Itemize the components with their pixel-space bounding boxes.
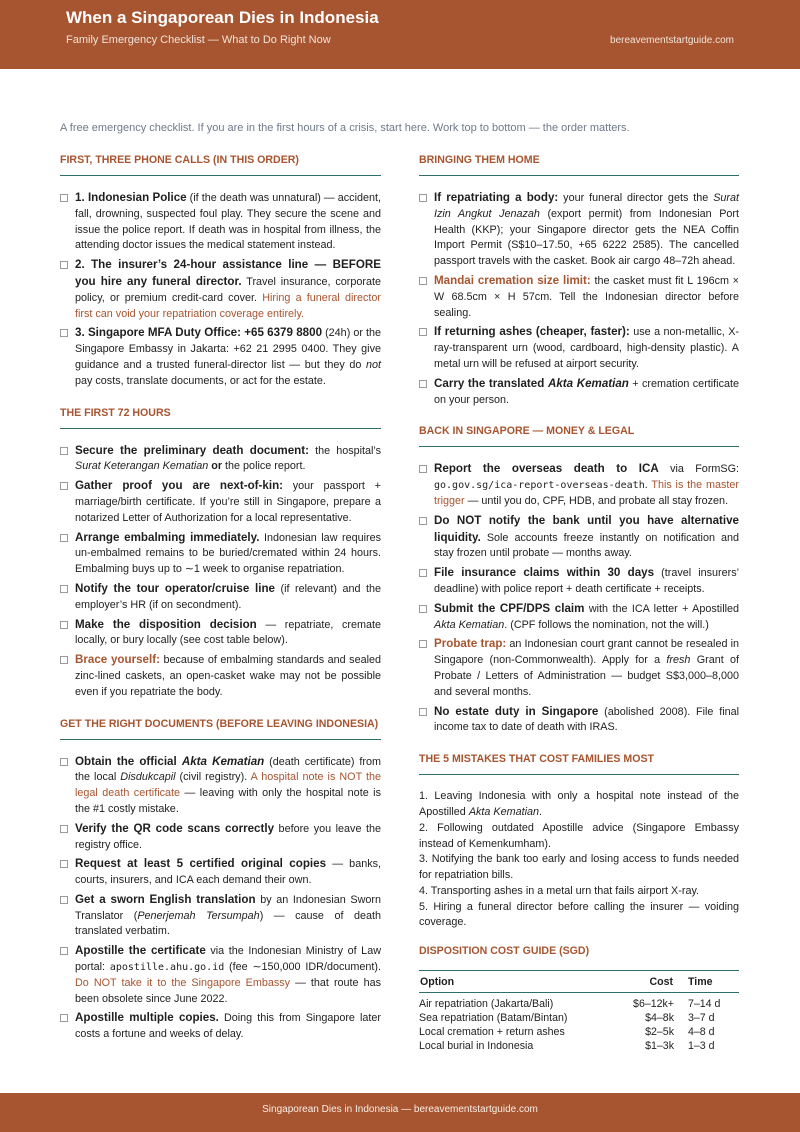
- section-title-calls: FIRST, THREE PHONE CALLS (IN THIS ORDER): [60, 150, 381, 176]
- table-row: Sea repatriation (Batam/Bintan) $4–8k 3–7 d: [419, 1012, 715, 1025]
- page-subtitle: Family Emergency Checklist — What to Do Right Now: [66, 34, 331, 46]
- checklist-item[interactable]: Apostille the certificate via the Indonesian Ministry of Law portal: apostille.ahu.go.id (fee ∼150,000 IDR/document). Do NOT take it to the Singapore Embassy — that route has been obsolete since June 2022.: [60, 943, 381, 1007]
- checkbox-icon[interactable]: [60, 758, 68, 766]
- table-row: Local cremation + return ashes $2–5k 4–8 d: [419, 1026, 715, 1039]
- column-header-option: Option: [419, 971, 619, 993]
- checkbox-icon[interactable]: [419, 517, 427, 525]
- right-column: [419, 150, 739, 1053]
- column-header-time: Time: [674, 971, 739, 993]
- list-item: 3. Notifying the bank too early and losing access to funds needed for repatriation bills.: [419, 853, 739, 882]
- checkbox-icon[interactable]: [60, 447, 68, 455]
- checkbox-icon[interactable]: [419, 569, 427, 577]
- checklist-item[interactable]: Obtain the official Akta Kematian (death certificate) from the local Disdukcapil (civil registry). A hospital note is NOT the legal death certificate — leaving with only the hospital note is the #1 costly mistake.: [60, 754, 381, 818]
- checklist-item[interactable]: Brace yourself: because of embalming standards and sealed zinc-lined caskets, an open-casket wake may not be possible even if you repatriate the body.: [60, 652, 381, 700]
- checklist-item[interactable]: Report the overseas death to ICA via FormSG: go.gov.sg/ica-report-overseas-death. This is the master trigger — until you do, CPF, HDB, and probate all stay frozen.: [419, 461, 739, 509]
- checklist-item[interactable]: Probate trap: an Indonesian court grant cannot be resealed in Singapore (non-Commonwealth). Apply for a fresh Grant of Probate / Letters of Administration — budget S$3,000–8,000 and several months.: [419, 636, 739, 700]
- column-header-cost: Cost: [619, 971, 674, 993]
- checklist-item[interactable]: Gather proof you are next-of-kin: your passport + marriage/birth certificate. If you’re still in Singapore, prepare a notarized Letter of Authorization for a local representative.: [60, 478, 381, 526]
- section-title-72-hours: THE FIRST 72 HOURS: [60, 403, 381, 429]
- table-row: Air repatriation (Jakarta/Bali) $6–12k+ 7–14 d: [419, 998, 721, 1011]
- checklist-item[interactable]: Arrange embalming immediately. Indonesian law requires un-embalmed remains to be buried/cremated within 24 hours. Embalming buys up to ∼1 week to organise repatriation.: [60, 530, 381, 578]
- left-column: [60, 150, 381, 1046]
- checklist-item[interactable]: File insurance claims within 30 days (travel insurers’ deadline) with police report + death certificate + receipts.: [419, 565, 739, 598]
- checkbox-icon[interactable]: [419, 640, 427, 648]
- checkbox-icon[interactable]: [60, 947, 68, 955]
- mistakes-list: [419, 789, 739, 931]
- section-title-costs: DISPOSITION COST GUIDE (SGD): [419, 945, 590, 958]
- checklist-item[interactable]: If repatriating a body: your funeral director gets the Surat Izin Angkut Jenazah (export permit) from Indonesian Port Health (KKP); your Singapore director gets the NEA Coffin Import Permit (S$10–17.50, +65 6222 2585). The cancelled passport travels with the casket. Book air cargo 48–72h ahead.: [419, 190, 739, 270]
- page-header: [0, 0, 800, 69]
- checklist-item[interactable]: Do NOT notify the bank until you have alternative liquidity. Sole accounts freeze instantly on notification and stay frozen until probate — months away.: [419, 513, 739, 562]
- checkbox-icon[interactable]: [60, 621, 68, 629]
- checkbox-icon[interactable]: [60, 482, 68, 490]
- checkbox-icon[interactable]: [60, 194, 68, 202]
- list-item: 5. Hiring a funeral director before calling the insurer — voiding coverage.: [419, 900, 739, 929]
- checkbox-icon[interactable]: [419, 194, 427, 202]
- section-title-documents: GET THE RIGHT DOCUMENTS (BEFORE LEAVING INDONESIA): [60, 714, 381, 740]
- checkbox-icon[interactable]: [60, 1014, 68, 1022]
- list-item: 4. Transporting ashes in a metal urn that fails airport X-ray.: [419, 884, 700, 897]
- checklist-item[interactable]: 1. Indonesian Police (if the death was unnatural) — accident, fall, drowning, suspected foul play. They secure the scene and issue the police report. If death was in hospital from illness, the attending doctor issues the medical statement instead.: [60, 190, 381, 254]
- checkbox-icon[interactable]: [60, 896, 68, 904]
- checklist-item[interactable]: Carry the translated Akta Kematian + cremation certificate on your person.: [419, 376, 739, 409]
- checkbox-icon[interactable]: [419, 277, 427, 285]
- section-title-money-legal: BACK IN SINGAPORE — MONEY & LEGAL: [419, 421, 739, 447]
- checkbox-icon[interactable]: [60, 329, 68, 337]
- intro-text: A free emergency checklist. If you are in the first hours of a crisis, start here. Work top to bottom — the order matters.: [60, 122, 630, 134]
- checkbox-icon[interactable]: [419, 605, 427, 613]
- checkbox-icon[interactable]: [60, 261, 68, 269]
- section-title-mistakes: THE 5 MISTAKES THAT COST FAMILIES MOST: [419, 749, 739, 775]
- checkbox-icon[interactable]: [60, 656, 68, 664]
- site-url: bereavementstartguide.com: [610, 35, 734, 46]
- checklist-item[interactable]: Mandai cremation size limit: the casket must fit L 196cm × W 68.5cm × H 57cm. Tell the Indonesian director before sealing.: [419, 273, 739, 321]
- checklist-item[interactable]: 3. Singapore MFA Duty Office: +65 6379 8800 (24h) or the Singapore Embassy in Jakarta: +62 21 2995 0400. They give guidance and a trusted funeral-director list — but they do not pay costs, translate documents, or act for the estate.: [60, 325, 381, 389]
- checkbox-icon[interactable]: [60, 860, 68, 868]
- table-row: Local burial in Indonesia $1–3k 1–3 d: [419, 1040, 715, 1053]
- checklist-item[interactable]: No estate duty in Singapore (abolished 2008). File final income tax to date of death with IRAS.: [419, 704, 739, 737]
- checklist-item[interactable]: Submit the CPF/DPS claim with the ICA letter + Apostilled Akta Kematian. (CPF follows the nomination, not the will.): [419, 601, 739, 634]
- list-item: 2. Following outdated Apostille advice (Singapore Embassy instead of Kemenkumham).: [419, 821, 739, 850]
- cost-table: [419, 970, 739, 1053]
- checklist-item[interactable]: Verify the QR code scans correctly before you leave the registry office.: [60, 821, 381, 854]
- checklist-item[interactable]: Notify the tour operator/cruise line (if relevant) and the employer’s HR (if on secondment).: [60, 581, 381, 614]
- checkbox-icon[interactable]: [419, 380, 427, 388]
- checkbox-icon[interactable]: [60, 585, 68, 593]
- page-footer: Singaporean Dies in Indonesia — bereavementstartguide.com: [0, 1093, 800, 1132]
- checklist-item[interactable]: Get a sworn English translation by an Indonesian Sworn Translator (Penerjemah Tersumpah) — cause of death translated verbatim.: [60, 892, 381, 940]
- checklist-item[interactable]: Apostille multiple copies. Doing this from Singapore later costs a fortune and weeks of delay.: [60, 1010, 381, 1043]
- section-title-bringing-home: BRINGING THEM HOME: [419, 150, 739, 176]
- checkbox-icon[interactable]: [60, 825, 68, 833]
- checklist-item[interactable]: If returning ashes (cheaper, faster): use a non-metallic, X-ray-transparent urn (wood, cardboard, high-density plastic). A metal urn will be refused at airport security.: [419, 324, 739, 372]
- page-title: When a Singaporean Dies in Indonesia: [66, 8, 379, 27]
- checkbox-icon[interactable]: [419, 708, 427, 716]
- checkbox-icon[interactable]: [419, 465, 427, 473]
- checkbox-icon[interactable]: [60, 534, 68, 542]
- checklist-item[interactable]: Secure the preliminary death document: the hospital’s Surat Keterangan Kematian or the police report.: [60, 443, 381, 476]
- checklist-item[interactable]: Request at least 5 certified original copies — banks, courts, insurers, and ICA each demand their own.: [60, 856, 381, 889]
- checklist-item[interactable]: Make the disposition decision — repatriate, cremate locally, or bury locally (see cost table below).: [60, 617, 381, 650]
- list-item: 1. Leaving Indonesia with only a hospital note instead of the Apostilled Akta Kematian.: [419, 790, 739, 818]
- checkbox-icon[interactable]: [419, 328, 427, 336]
- checklist-item[interactable]: 2. The insurer’s 24-hour assistance line — BEFORE you hire any funeral director. Travel insurance, corporate policy, or premium credit-card cover. Hiring a funeral director first can void your repatriation coverage entirely.: [60, 257, 381, 322]
